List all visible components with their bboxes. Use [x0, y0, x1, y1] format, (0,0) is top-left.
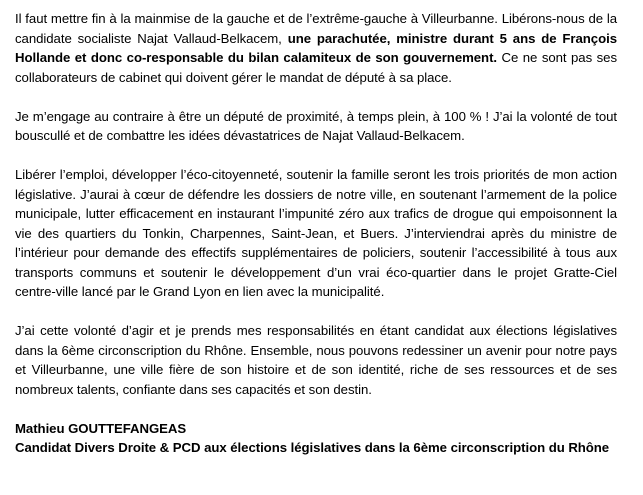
- signature-block: [15, 419, 617, 458]
- paragraph-2: [15, 107, 617, 146]
- paragraph-2-segment-1: Je m’engage au contraire à être un député de proximité, à temps plein, à 100 % ! J’ai la volonté de tout bouscullé et de combattre les idées dévastatrices de Najat Vallaud-Belkacem.: [15, 108, 617, 143]
- paragraph-3: [15, 165, 617, 302]
- signature-name: Mathieu GOUTTEFANGEAS: [15, 420, 187, 436]
- paragraph-4-segment-1: J’ai cette volonté d’agir et je prends mes responsabilités en étant candidat aux élections législatives dans la 6ème circonscription du Rhône. Ensemble, nous pouvons redessiner un avenir pour notre pays et Villeurbanne, une ville fière de son histoire et de son identité, riche de ses ressources et de ses nombreux talents, confiante dans ses capacités et son destin.: [15, 323, 617, 397]
- signature-title: Candidat Divers Droite & PCD aux élections législatives dans la 6ème circonscription du Rhône: [15, 440, 610, 455]
- paragraph-3-segment-1: Libérer l’emploi, développer l’éco-citoyenneté, soutenir la famille seront les trois priorités de mon action législative. J’aurai à cœur de défendre les dossiers de notre ville, en soutenant l’armement de la police municipale, lutter efficacement en instaurant l’impunité zéro aux trafics de drogue qui empoisonnent la vie des quartiers du Tonkin, Charpennes, Saint-Jean, et Buers. J’interviendrai après du ministre de l’intérieur pour demande des effectifs supplémentaires de policiers, soutenir l’accessibilité à tous aux transports communs et soutenir le développement d’un vrai éco-quartier dans le projet Gratte-Ciel centre-ville lancé par le Grand Lyon en lien avec la municipalité.: [15, 167, 617, 299]
- paragraph-1-segment-2-bold: une parachutée, ministre durant 5 ans de François Hollande et donc co-responsable du bilan calamiteux de son gouvernement.: [15, 30, 617, 65]
- paragraph-1: [15, 9, 617, 87]
- paragraph-1-segment-1: Il faut mettre fin à la mainmise de la gauche et de l’extrême-gauche à Villeurbanne. Libérons-nous de la candidate socialiste Najat Vallaud-Belkacem,: [15, 11, 617, 46]
- paragraph-4: [15, 321, 617, 399]
- paragraph-1-segment-3: Ce ne sont pas ses collaborateurs de cabinet qui doivent gérer le mandat de député à sa place.: [15, 50, 617, 85]
- document-body: [15, 9, 617, 458]
